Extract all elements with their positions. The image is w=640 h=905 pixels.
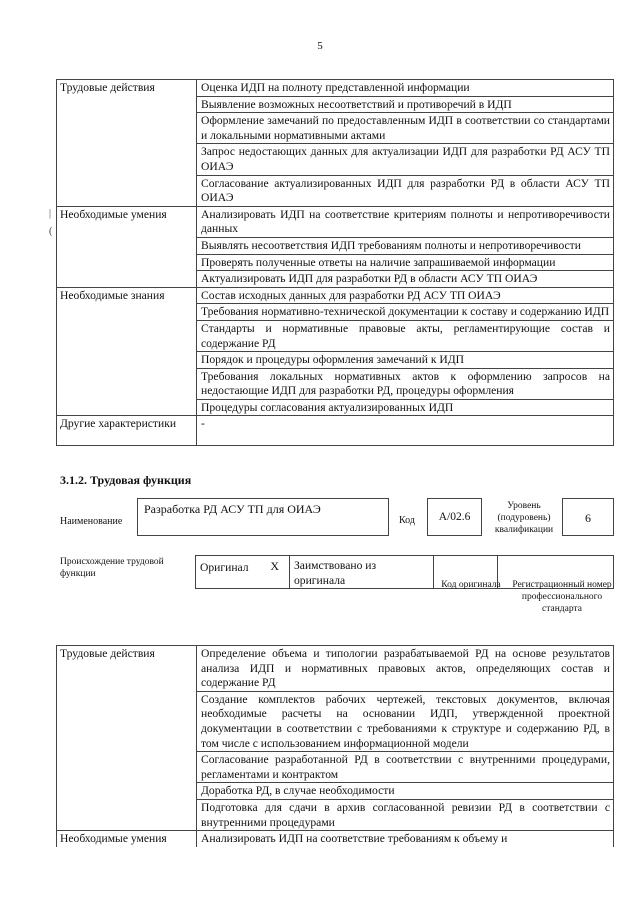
cell-value: Оценка ИДП на полноту представленной информации — [197, 80, 614, 97]
cell-value: Актуализировать ИДП для разработки РД в области АСУ ТП ОИАЭ — [197, 271, 614, 288]
cell-value: Согласование актуализированных ИДП для разработки РД в области АСУ ТП ОИАЭ — [197, 175, 614, 206]
page-number: 5 — [317, 40, 323, 52]
cell-value: Подготовка для сдачи в архив согласованной ревизии РД в соответствии с внутренними процедурами — [197, 799, 614, 830]
cell-value: Создание комплектов рабочих чертежей, текстовых документов, включая необходимые расчеты на основании ИДП, утвержденной проектной документации в соответствии с требованиями к структуре и содержанию РД, в том числе с использованием информационной модели — [197, 691, 614, 751]
cell-value: - — [197, 416, 614, 446]
table-row — [57, 831, 614, 847]
competency-table-1 — [56, 79, 614, 446]
cell-value: Стандарты и нормативные правовые акты, регламентирующие состав и содержание РД — [197, 320, 614, 351]
cell-value: Требования нормативно-технической документации к составу и содержанию ИДП — [197, 304, 614, 321]
margin-tick: ( — [49, 226, 53, 237]
origin-mark: X — [260, 556, 290, 589]
function-name: Разработка РД АСУ ТП для ОИАЭ — [144, 502, 321, 516]
table-row — [57, 287, 614, 304]
cell-value: Порядок и процедуры оформления замечаний к ИДП — [197, 352, 614, 369]
origin-borrowed: Заимствовано из оригинала — [290, 556, 434, 589]
code-label: Код — [399, 515, 415, 526]
cell-value: Анализировать ИДП на соответствие критериям полноты и непротиворечивости данных — [197, 206, 614, 237]
cell-value: Проверять полученные ответы на наличие запрашиваемой информации — [197, 254, 614, 271]
code-value: A/02.6 — [438, 511, 471, 523]
table-row — [57, 646, 614, 692]
origin-label: Происхождение трудовой функции — [60, 557, 164, 579]
function-name-box — [137, 498, 389, 536]
cell-value: Доработка РД, в случае необходимости — [197, 783, 614, 800]
row-label: Трудовые действия — [57, 80, 197, 207]
name-label: Наименование — [60, 516, 123, 527]
row-label: Трудовые действия — [57, 646, 197, 831]
origin-original: Оригинал — [196, 556, 260, 589]
table-row — [57, 80, 614, 97]
level-box — [562, 498, 614, 536]
row-label: Необходимые умения — [57, 831, 197, 847]
table-row — [57, 206, 614, 237]
cell-value: Определение объема и типологии разрабатываемой РД на основе результатов анализа ИДП и нормативных правовых актов, определяющих состав и содержание РД — [197, 646, 614, 692]
cell-value: Анализировать ИДП на соответствие требованиям к объему и — [197, 831, 614, 847]
competency-table-2 — [56, 645, 614, 847]
row-label: Необходимые умения — [57, 206, 197, 287]
code-caption: Код оригинала — [441, 580, 501, 590]
cell-value: Выявлять несоответствия ИДП требованиям полноты и непротиворечивости — [197, 237, 614, 254]
code-box — [427, 498, 482, 536]
cell-value: Требования локальных нормативных актов к оформлению запросов на недостающие ИДП для разработки РД, процедуры оформления — [197, 368, 614, 399]
margin-tick: | — [49, 208, 52, 219]
row-label: Необходимые знания — [57, 287, 197, 416]
level-value: 6 — [585, 511, 591, 525]
cell-value: Состав исходных данных для разработки РД АСУ ТП ОИАЭ — [197, 287, 614, 304]
cell-value: Согласование разработанной РД в соответствии с внутренними процедурами, регламентами и контрактом — [197, 752, 614, 783]
cell-value: Процедуры согласования актуализированных ИДП — [197, 399, 614, 416]
cell-value: Выявление возможных несоответствий и противоречий в ИДП — [197, 96, 614, 113]
cell-value: Запрос недостающих данных для актуализации ИДП для разработки РД АСУ ТП ОИАЭ — [197, 144, 614, 175]
table-row — [57, 416, 614, 446]
cell-value: Оформление замечаний по предоставленным ИДП в соответствии со стандартами и локальными нормативными актами — [197, 113, 614, 144]
row-label: Другие характеристики — [57, 416, 197, 446]
reg-caption: Регистрационный номер профессионального стандарта — [512, 580, 612, 614]
level-label: Уровень (подуровень) квалификации — [494, 501, 554, 535]
section-title: 3.1.2. Трудовая функция — [60, 473, 192, 487]
